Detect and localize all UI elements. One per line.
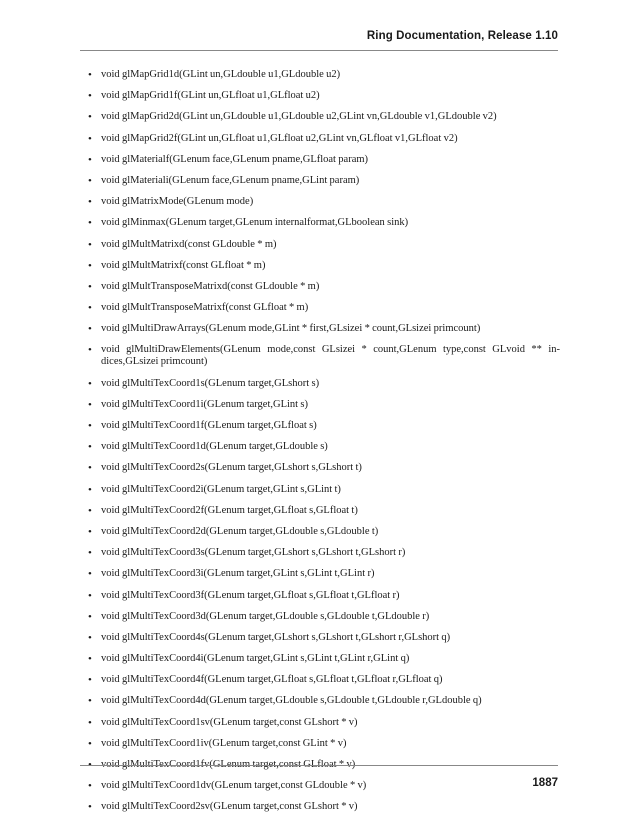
footer-divider <box>80 765 558 766</box>
header-divider <box>80 50 558 51</box>
list-item: • void glMultiDrawArrays(GLenum mode,GLint * first,GLsizei * count,GLsizei primcount) <box>80 323 560 335</box>
list-item: • void glMultiTexCoord1f(GLenum target,GLfloat s) <box>80 420 560 432</box>
list-item: • void glMultiTexCoord4s(GLenum target,GLshort s,GLshort t,GLshort r,GLshort q) <box>80 632 560 644</box>
list-item: • void glMateriali(GLenum face,GLenum pname,GLint param) <box>80 175 560 187</box>
list-item: • void glMultiTexCoord1i(GLenum target,GLint s) <box>80 399 560 411</box>
list-item: • void glMultiTexCoord2s(GLenum target,GLshort s,GLshort t) <box>80 462 560 474</box>
page-header: Ring Documentation, Release 1.10 <box>366 30 558 42</box>
list-item: • void glMaterialf(GLenum face,GLenum pname,GLfloat param) <box>80 154 560 166</box>
list-item: • void glMapGrid1d(GLint un,GLdouble u1,GLdouble u2) <box>80 69 560 81</box>
list-item: • void glMultiTexCoord3s(GLenum target,GLshort s,GLshort t,GLshort r) <box>80 547 560 559</box>
list-item: • void glMapGrid2f(GLint un,GLfloat u1,GLfloat u2,GLint vn,GLfloat v1,GLfloat v2) <box>80 133 560 145</box>
list-item: • void glMultiTexCoord3f(GLenum target,GLfloat s,GLfloat t,GLfloat r) <box>80 590 560 602</box>
list-item: • void glMultiTexCoord2d(GLenum target,GLdouble s,GLdouble t) <box>80 526 560 538</box>
list-item: • void glMultiTexCoord2sv(GLenum target,const GLshort * v) <box>80 801 560 813</box>
list-item: • void glMultiTexCoord1fv(GLenum target,const GLfloat * v) <box>80 759 560 771</box>
list-item: • void glMultiTexCoord1dv(GLenum target,const GLdouble * v) <box>80 780 560 792</box>
list-item: • void glMultiTexCoord1sv(GLenum target,const GLshort * v) <box>80 717 560 729</box>
list-item: • void glMultiTexCoord1d(GLenum target,GLdouble s) <box>80 441 560 453</box>
list-item: • void glMultiTexCoord1iv(GLenum target,const GLint * v) <box>80 738 560 750</box>
list-item: • void glMultiTexCoord4i(GLenum target,GLint s,GLint t,GLint r,GLint q) <box>80 653 560 665</box>
list-item: • void glMultiTexCoord4d(GLenum target,GLdouble s,GLdouble t,GLdouble r,GLdouble q) <box>80 695 560 707</box>
list-item: • void glMinmax(GLenum target,GLenum internalformat,GLboolean sink) <box>80 217 560 229</box>
list-item: • void glMapGrid1f(GLint un,GLfloat u1,GLfloat u2) <box>80 90 560 102</box>
list-item: • void glMultMatrixd(const GLdouble * m) <box>80 239 560 251</box>
list-item: • void glMultiTexCoord2i(GLenum target,GLint s,GLint t) <box>80 484 560 496</box>
list-item: • void glMultiTexCoord1s(GLenum target,GLshort s) <box>80 378 560 390</box>
list-item: • void glMatrixMode(GLenum mode) <box>80 196 560 208</box>
list-item: • void glMultTransposeMatrixd(const GLdouble * m) <box>80 281 560 293</box>
list-item: • void glMapGrid2d(GLint un,GLdouble u1,GLdouble u2,GLint vn,GLdouble v1,GLdouble v2) <box>80 111 560 123</box>
list-item: • void glMultiTexCoord3i(GLenum target,GLint s,GLint t,GLint r) <box>80 568 560 580</box>
list-item: • void glMultiTexCoord4f(GLenum target,GLfloat s,GLfloat t,GLfloat r,GLfloat q) <box>80 674 560 686</box>
list-item: • void glMultiTexCoord3d(GLenum target,GLdouble s,GLdouble t,GLdouble r) <box>80 611 560 623</box>
list-item: • void glMultiTexCoord2f(GLenum target,GLfloat s,GLfloat t) <box>80 505 560 517</box>
function-list <box>80 69 560 813</box>
list-item: • void glMultiDrawElements(GLenum mode,const GLsizei * count,GLenum type,const GLvoid ** in- dices,GLsizei primcount) <box>80 344 560 368</box>
list-item: • void glMultTransposeMatrixf(const GLfloat * m) <box>80 302 560 314</box>
page-number: 1887 <box>532 777 558 789</box>
page-content <box>80 69 560 823</box>
list-item: • void glMultMatrixf(const GLfloat * m) <box>80 260 560 272</box>
